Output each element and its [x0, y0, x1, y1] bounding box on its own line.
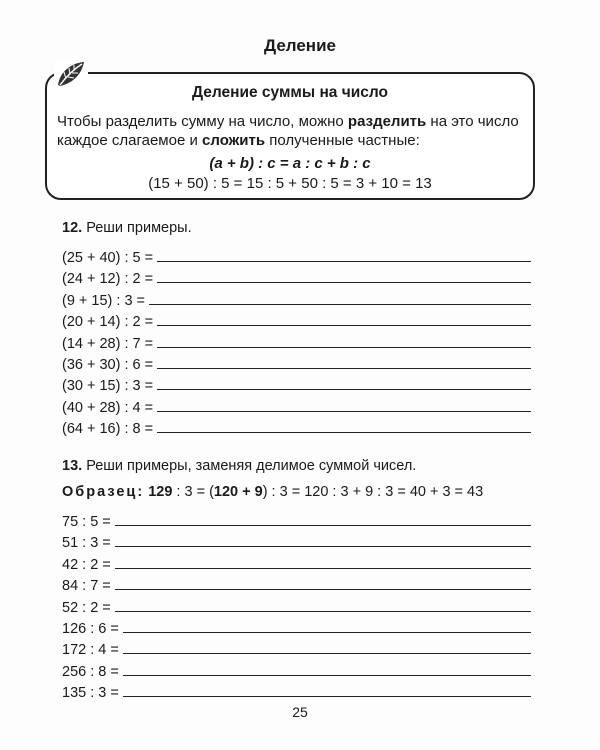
answer-line[interactable] [157, 388, 531, 390]
task-13-heading [62, 458, 416, 474]
answer-line[interactable] [157, 346, 531, 348]
exercise-row [62, 572, 531, 594]
sample-dividend: 129 [148, 484, 173, 500]
exercise-expression: (25 + 40) : 5 = [62, 250, 154, 266]
exercise-expression: (40 + 28) : 4 = [62, 399, 154, 416]
task-instruction: Реши примеры, заменяя делимое суммой чисел. [86, 458, 417, 474]
rule-title: Деление суммы на число [192, 84, 388, 101]
answer-line[interactable] [123, 631, 531, 633]
answer-line[interactable] [123, 652, 531, 654]
exercise-row [62, 508, 531, 530]
exercise-expression: (30 + 15) : 3 = [62, 378, 154, 395]
answer-line[interactable] [157, 367, 531, 369]
rule-text-bold: сложить [202, 132, 266, 149]
answer-line[interactable] [157, 410, 531, 412]
leaf-icon [54, 59, 88, 89]
exercise-expression: 135 : 3 = [62, 685, 119, 702]
answer-line[interactable] [123, 674, 531, 676]
exercise-expression: (9 + 15) : 3 = [62, 292, 146, 309]
exercise-row [62, 679, 531, 701]
exercise-expression: 126 : 6 = [62, 621, 119, 637]
exercise-expression: 51 : 3 = [62, 535, 111, 552]
sample-label: Образец: [62, 484, 145, 500]
exercise-row [62, 308, 531, 330]
rule-text-part: полученные частные: [265, 132, 420, 149]
exercise-expression: (14 + 28) : 7 = [62, 335, 154, 352]
exercise-row [62, 658, 531, 680]
answer-line[interactable] [115, 567, 531, 569]
sample-text: ) : 3 = 120 : 3 + 9 : 3 = 40 + 3 = 43 [262, 484, 484, 500]
task-number: 12. [62, 220, 83, 236]
answer-line[interactable] [115, 610, 531, 612]
answer-line[interactable] [115, 524, 531, 526]
exercise-expression: 84 : 7 = [62, 578, 111, 595]
answer-line[interactable] [157, 281, 531, 283]
exercise-expression: 172 : 4 = [62, 642, 119, 659]
exercise-row [62, 636, 531, 658]
exercise-row [62, 287, 531, 309]
task-instruction: Реши примеры. [86, 220, 192, 236]
rule-text-part: Чтобы разделить сумму на число, можно [57, 113, 348, 130]
answer-line[interactable] [123, 695, 531, 697]
exercise-expression: 42 : 2 = [62, 556, 111, 573]
rule-box [45, 72, 535, 200]
exercise-expression: 52 : 2 = [62, 599, 111, 616]
exercise-row [62, 244, 531, 266]
rule-example: (15 + 50) : 5 = 15 : 5 + 50 : 5 = 3 + 10 = 13 [148, 175, 432, 192]
answer-line[interactable] [157, 324, 531, 326]
rule-text-bold: разделить [347, 113, 427, 130]
rule-text [57, 112, 527, 150]
sample-text: : 3 = ( [172, 484, 214, 500]
answer-line[interactable] [157, 431, 531, 433]
exercise-expression: (64 + 16) : 8 = [62, 421, 154, 438]
task-12-heading [62, 220, 192, 236]
exercise-expression: (24 + 12) : 2 = [62, 271, 154, 288]
answer-line[interactable] [157, 260, 531, 262]
exercise-row [62, 330, 531, 352]
exercise-row [62, 351, 531, 373]
exercise-row [62, 372, 531, 394]
answer-line[interactable] [115, 588, 531, 590]
exercise-row [62, 265, 531, 287]
exercise-row [62, 529, 531, 551]
rule-text-part: на это число каждое слагаемое и [57, 113, 519, 149]
answer-line[interactable] [115, 545, 531, 547]
exercise-expression: (20 + 14) : 2 = [62, 314, 154, 331]
rule-formula: (a + b) : c = a : c + b : c [209, 155, 371, 172]
task-number: 13. [62, 458, 83, 474]
page-title: Деление [264, 36, 336, 55]
sample-solution [62, 484, 483, 500]
exercise-row [62, 415, 531, 437]
exercise-row [62, 394, 531, 416]
answer-line[interactable] [149, 303, 531, 305]
exercise-expression: 256 : 8 = [62, 663, 119, 680]
exercise-row [62, 594, 531, 616]
exercise-row [62, 551, 531, 573]
sample-sum: 120 + 9 [213, 484, 263, 500]
exercise-row [62, 615, 531, 637]
page-number: 25 [292, 704, 308, 720]
exercise-expression: 75 : 5 = [62, 514, 111, 530]
exercise-expression: (36 + 30) : 6 = [62, 357, 154, 373]
